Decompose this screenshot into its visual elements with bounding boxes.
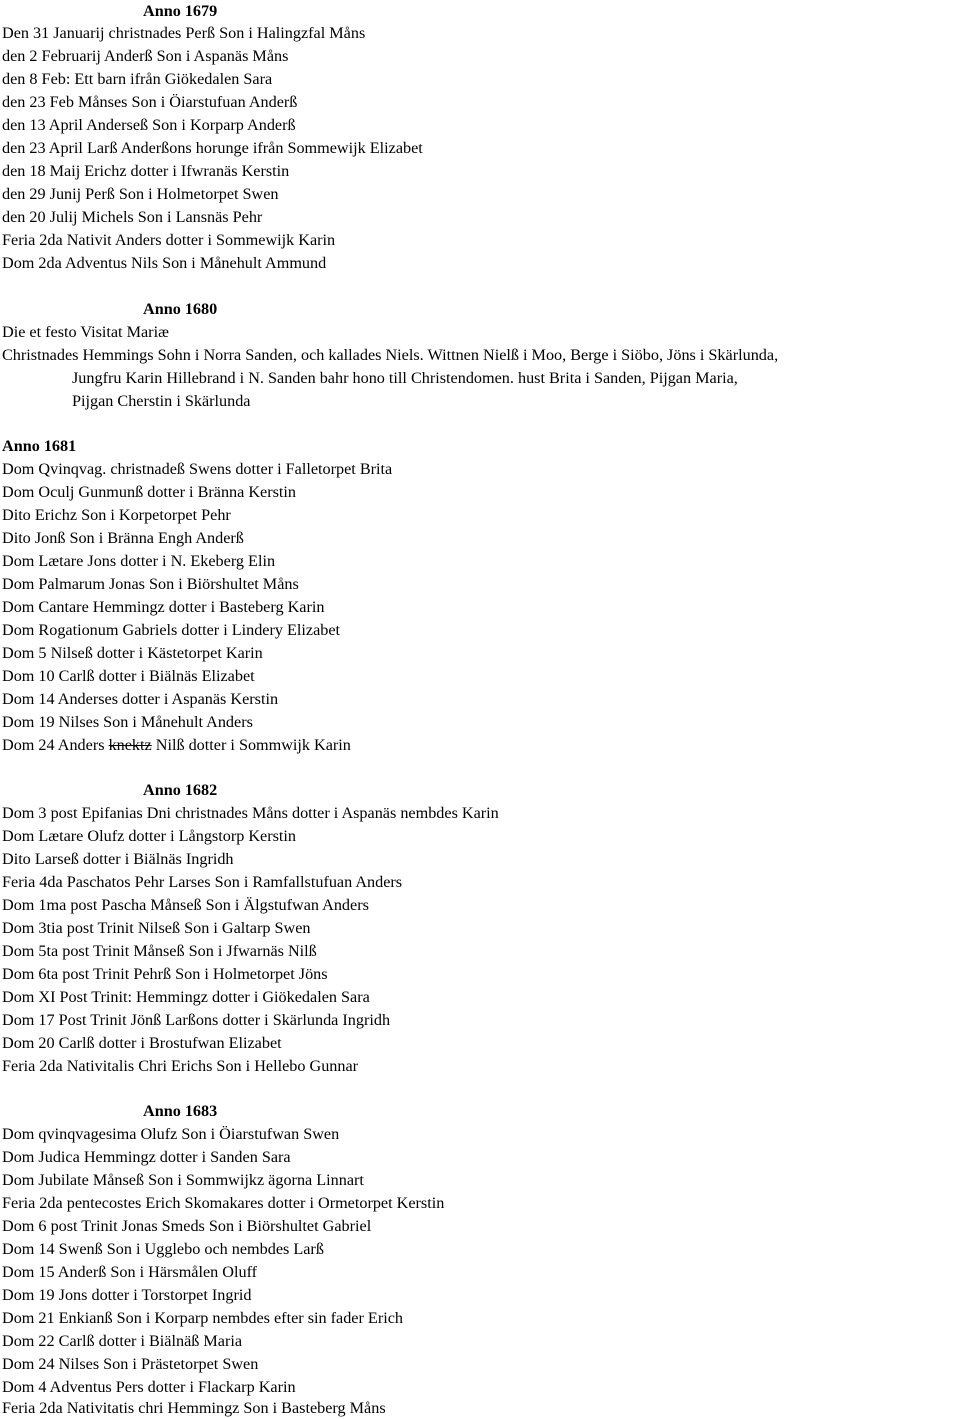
entry-1681-4: Dito Jonß Son i Bränna Engh Anderß (2, 529, 244, 547)
entry-1683-7: Dom 15 Anderß Son i Härsmålen Oluff (2, 1263, 258, 1281)
entry-1681-6: Dom Palmarum Jonas Son i Biörshultet Måns (2, 575, 299, 593)
entry-1683-5: Dom 6 post Trinit Jonas Smeds Son i Biörshultet Gabriel (2, 1217, 372, 1235)
entry-1681-12: Dom 19 Nilses Son i Månehult Anders (2, 713, 253, 731)
entry-1682-11: Dom 20 Carlß dotter i Brostufwan Elizabet (2, 1034, 282, 1052)
entry-1681-13-after: Nilß dotter i Sommwijk Karin (151, 736, 351, 754)
heading-anno-1680: Anno 1680 (143, 300, 218, 318)
entry-1679-2: den 2 Februarij Anderß Son i Aspanäs Måns (2, 47, 289, 65)
entry-1681-1: Dom Qvinqvag. christnadeß Swens dotter i Falletorpet Brita (2, 460, 393, 478)
entry-1681-2: Dom Oculj Gunmunß dotter i Bränna Kerstin (2, 483, 297, 501)
entry-1679-11: Dom 2da Adventus Nils Son i Månehult Ammund (2, 254, 327, 272)
entry-1683-12: Dom 4 Adventus Pers dotter i Flackarp Karin (2, 1378, 296, 1396)
entry-1679-3: den 8 Feb: Ett barn ifrån Giökedalen Sara (2, 70, 273, 88)
entry-1681-5: Dom Lætare Jons dotter i N. Ekeberg Elin (2, 552, 276, 570)
entry-1680-1: Die et festo Visitat Mariæ (2, 323, 169, 341)
entry-1682-6: Dom 3tia post Trinit Nilseß Son i Galtarp Swen (2, 919, 311, 937)
heading-anno-1683: Anno 1683 (143, 1102, 218, 1120)
entry-1681-13 (2, 736, 351, 754)
entry-1679-9: den 20 Julij Michels Son i Lansnäs Pehr (2, 208, 263, 226)
entry-1681-3: Dito Erichz Son i Korpetorpet Pehr (2, 506, 231, 524)
entry-1679-7: den 18 Maij Erichz dotter i Ifwranäs Kerstin (2, 162, 290, 180)
entry-1682-8: Dom 6ta post Trinit Pehrß Son i Holmetorpet Jöns (2, 965, 328, 983)
entry-1681-8: Dom Rogationum Gabriels dotter i Lindery Elizabet (2, 621, 341, 639)
entry-1681-13-before: Dom 24 Anders (2, 736, 109, 754)
entry-1679-10: Feria 2da Nativit Anders dotter i Sommewijk Karin (2, 231, 336, 249)
entry-1683-8: Dom 19 Jons dotter i Torstorpet Ingrid (2, 1286, 252, 1304)
entry-1683-3: Dom Jubilate Månseß Son i Sommwijkz ägorna Linnart (2, 1171, 364, 1189)
struck-word: knektz (108, 736, 152, 754)
entry-1681-11: Dom 14 Anderses dotter i Aspanäs Kerstin (2, 690, 279, 708)
entry-1682-7: Dom 5ta post Trinit Månseß Son i Jfwarnäs Nilß (2, 942, 317, 960)
entry-1679-6: den 23 April Larß Anderßons horunge ifrån Sommewijk Elizabet (2, 139, 423, 157)
entry-1682-5: Dom 1ma post Pascha Månseß Son i Älgstufwan Anders (2, 896, 369, 914)
entry-1682-10: Dom 17 Post Trinit Jönß Larßons dotter i Skärlunda Ingridh (2, 1011, 391, 1029)
entry-1682-12: Feria 2da Nativitalis Chri Erichs Son i Hellebo Gunnar (2, 1057, 359, 1075)
entry-1683-2: Dom Judica Hemmingz dotter i Sanden Sara (2, 1148, 291, 1166)
heading-anno-1679: Anno 1679 (143, 2, 218, 20)
entry-1679-4: den 23 Feb Månses Son i Öiarstufuan Anderß (2, 93, 298, 111)
entry-1679-5: den 13 April Anderseß Son i Korparp Anderß (2, 116, 296, 134)
entry-1680-2: Christnades Hemmings Sohn i Norra Sanden, och kallades Niels. Wittnen Nielß i Moo, Berge i Siöbo, Jöns i Skärlunda, (2, 346, 779, 364)
heading-anno-1682: Anno 1682 (143, 781, 218, 799)
entry-1681-10: Dom 10 Carlß dotter i Biälnäs Elizabet (2, 667, 255, 685)
entry-1679-1: Den 31 Januarij christnades Perß Son i Halingzfal Måns (2, 24, 366, 42)
entry-1682-9: Dom XI Post Trinit: Hemmingz dotter i Giökedalen Sara (2, 988, 370, 1006)
entry-1682-1: Dom 3 post Epifanias Dni christnades Måns dotter i Aspanäs nembdes Karin (2, 804, 499, 822)
entry-1679-8: den 29 Junij Perß Son i Holmetorpet Swen (2, 185, 279, 203)
entry-1680-4: Pijgan Cherstin i Skärlunda (72, 392, 251, 410)
entry-1683-9: Dom 21 Enkianß Son i Korparp nembdes efter sin fader Erich (2, 1309, 403, 1327)
entry-1683-4: Feria 2da pentecostes Erich Skomakares dotter i Ormetorpet Kerstin (2, 1194, 445, 1212)
entry-1683-6: Dom 14 Swenß Son i Ugglebo och nembdes Larß (2, 1240, 324, 1258)
entry-1683-1: Dom qvinqvagesima Olufz Son i Öiarstufwan Swen (2, 1125, 340, 1143)
entry-1683-13: Feria 2da Nativitatis chri Hemmingz Son i Basteberg Måns (2, 1399, 386, 1417)
entry-1682-3: Dito Larseß dotter i Biälnäs Ingridh (2, 850, 234, 868)
entry-1680-3: Jungfru Karin Hillebrand i N. Sanden bahr hono till Christendomen. hust Brita i Sanden, Pijgan Maria, (72, 369, 738, 387)
entry-1681-7: Dom Cantare Hemmingz dotter i Basteberg Karin (2, 598, 325, 616)
entry-1683-10: Dom 22 Carlß dotter i Biälnäß Maria (2, 1332, 243, 1350)
entry-1683-11: Dom 24 Nilses Son i Prästetorpet Swen (2, 1355, 259, 1373)
entry-1681-9: Dom 5 Nilseß dotter i Kästetorpet Karin (2, 644, 263, 662)
heading-anno-1681: Anno 1681 (2, 437, 77, 455)
entry-1682-2: Dom Lætare Olufz dotter i Långstorp Kerstin (2, 827, 296, 845)
entry-1682-4: Feria 4da Paschatos Pehr Larses Son i Ramfallstufuan Anders (2, 873, 403, 891)
